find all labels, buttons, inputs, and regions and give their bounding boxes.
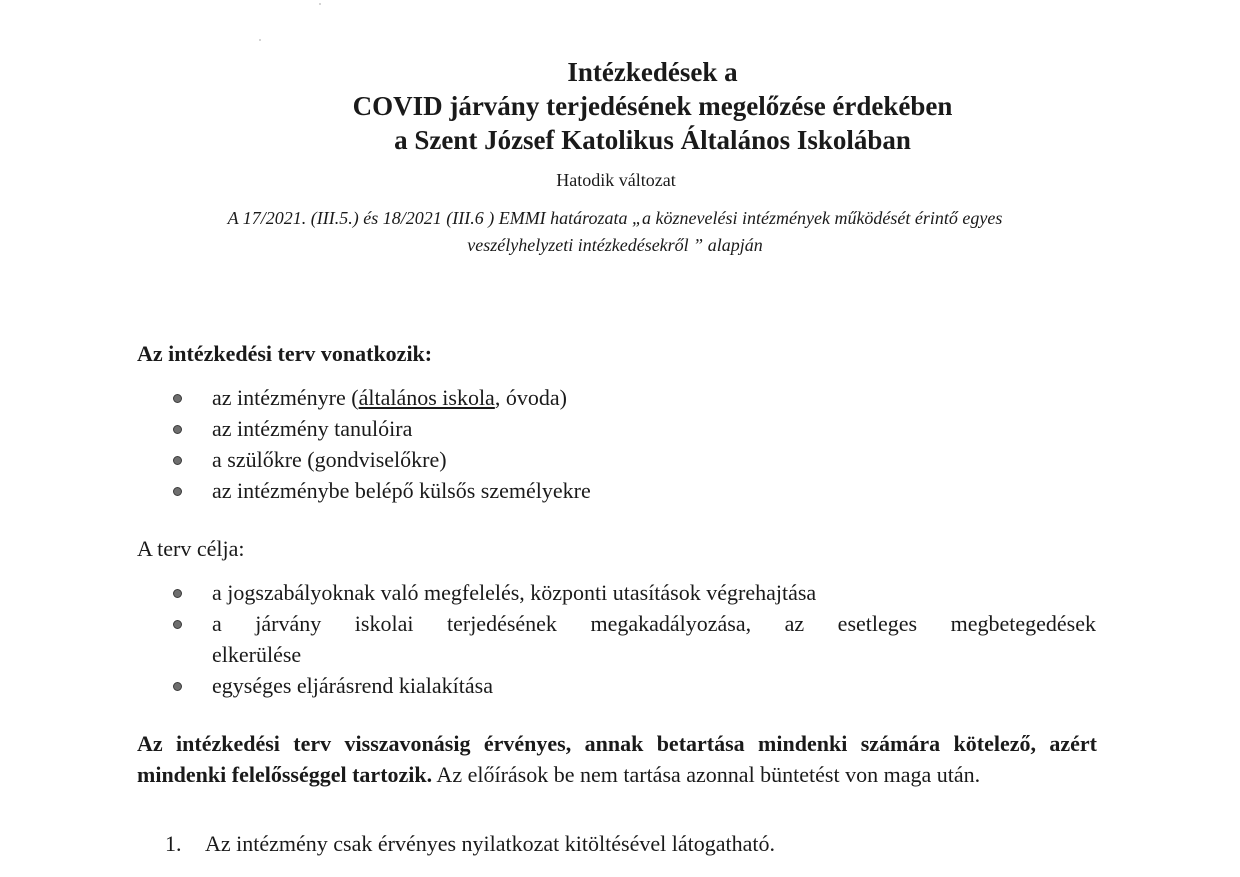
bullet-icon (173, 456, 182, 465)
legal-basis (140, 205, 1090, 259)
title-line-2: COVID járvány terjedésének megelőzése érdekében (352, 91, 953, 121)
scope-heading: Az intézkedési terv vonatkozik: (137, 341, 433, 366)
title-line-3: a Szent József Katolikus Általános Iskolában (394, 125, 911, 155)
legal-basis-line-2: veszélyhelyzeti intézkedésekről ” alapján (467, 235, 763, 255)
list-item (0, 608, 1096, 670)
scope-item-text: a szülőkre (gondviselőkre) (212, 447, 447, 472)
validity-paragraph (137, 728, 1097, 790)
bullet-icon (173, 682, 182, 691)
bullet-icon (173, 589, 182, 598)
legal-basis-line-1: A 17/2021. (III.5.) és 18/2021 (III.6 ) EMMI határozata „a köznevelési intézmények működését érintő egyes (227, 208, 1003, 228)
list-item (0, 577, 1096, 608)
title-line-1: Intézkedések a (567, 57, 738, 87)
goal-heading: A terv célja: (137, 536, 245, 561)
bullet-icon (173, 487, 182, 496)
rule-item-1 (165, 828, 775, 859)
version-label: Hatodik változat (556, 170, 676, 190)
goal-item-text-line-1: a járvány iskolai terjedésének megakadályozása, az esetleges megbetegedések (212, 611, 1096, 636)
validity-bold-text: Az intézkedési terv visszavonásig érvényes, annak betartása mindenki számára kötelező, azért mindenki felelősséggel tartozik. (137, 731, 1097, 787)
bullet-icon (173, 425, 182, 434)
rule-item-text: Az intézmény csak érvényes nyilatkozat kitöltésével látogatható. (205, 831, 775, 856)
goal-item-text: egységes eljárásrend kialakítása (212, 673, 493, 698)
list-item (0, 475, 1096, 506)
scope-item-text: az intézménybe belépő külsős személyekre (212, 478, 591, 503)
goal-list (0, 577, 1240, 701)
list-item (0, 670, 1096, 701)
goal-item-text: a jogszabályoknak való megfelelés, központi utasítások végrehajtása (212, 580, 817, 605)
bullet-icon (173, 394, 182, 403)
scan-speck (259, 39, 261, 41)
scope-list (0, 382, 1240, 506)
list-item (0, 382, 1096, 413)
bullet-icon (173, 620, 182, 629)
list-item (0, 444, 1096, 475)
validity-normal-text: Az előírások be nem tartása azonnal büntetést von maga után. (432, 762, 981, 787)
scope-item-suffix: , óvoda) (494, 385, 567, 410)
scope-item-text: az intézmény tanulóira (212, 416, 413, 441)
scope-item-prefix: az intézményre ( (212, 385, 359, 410)
list-item (0, 413, 1096, 444)
goal-item-text-line-2: elkerülése (212, 642, 302, 667)
scan-speck (319, 3, 321, 5)
rule-item-number: 1. (165, 831, 182, 856)
scope-item-underlined: általános iskola (358, 385, 495, 410)
